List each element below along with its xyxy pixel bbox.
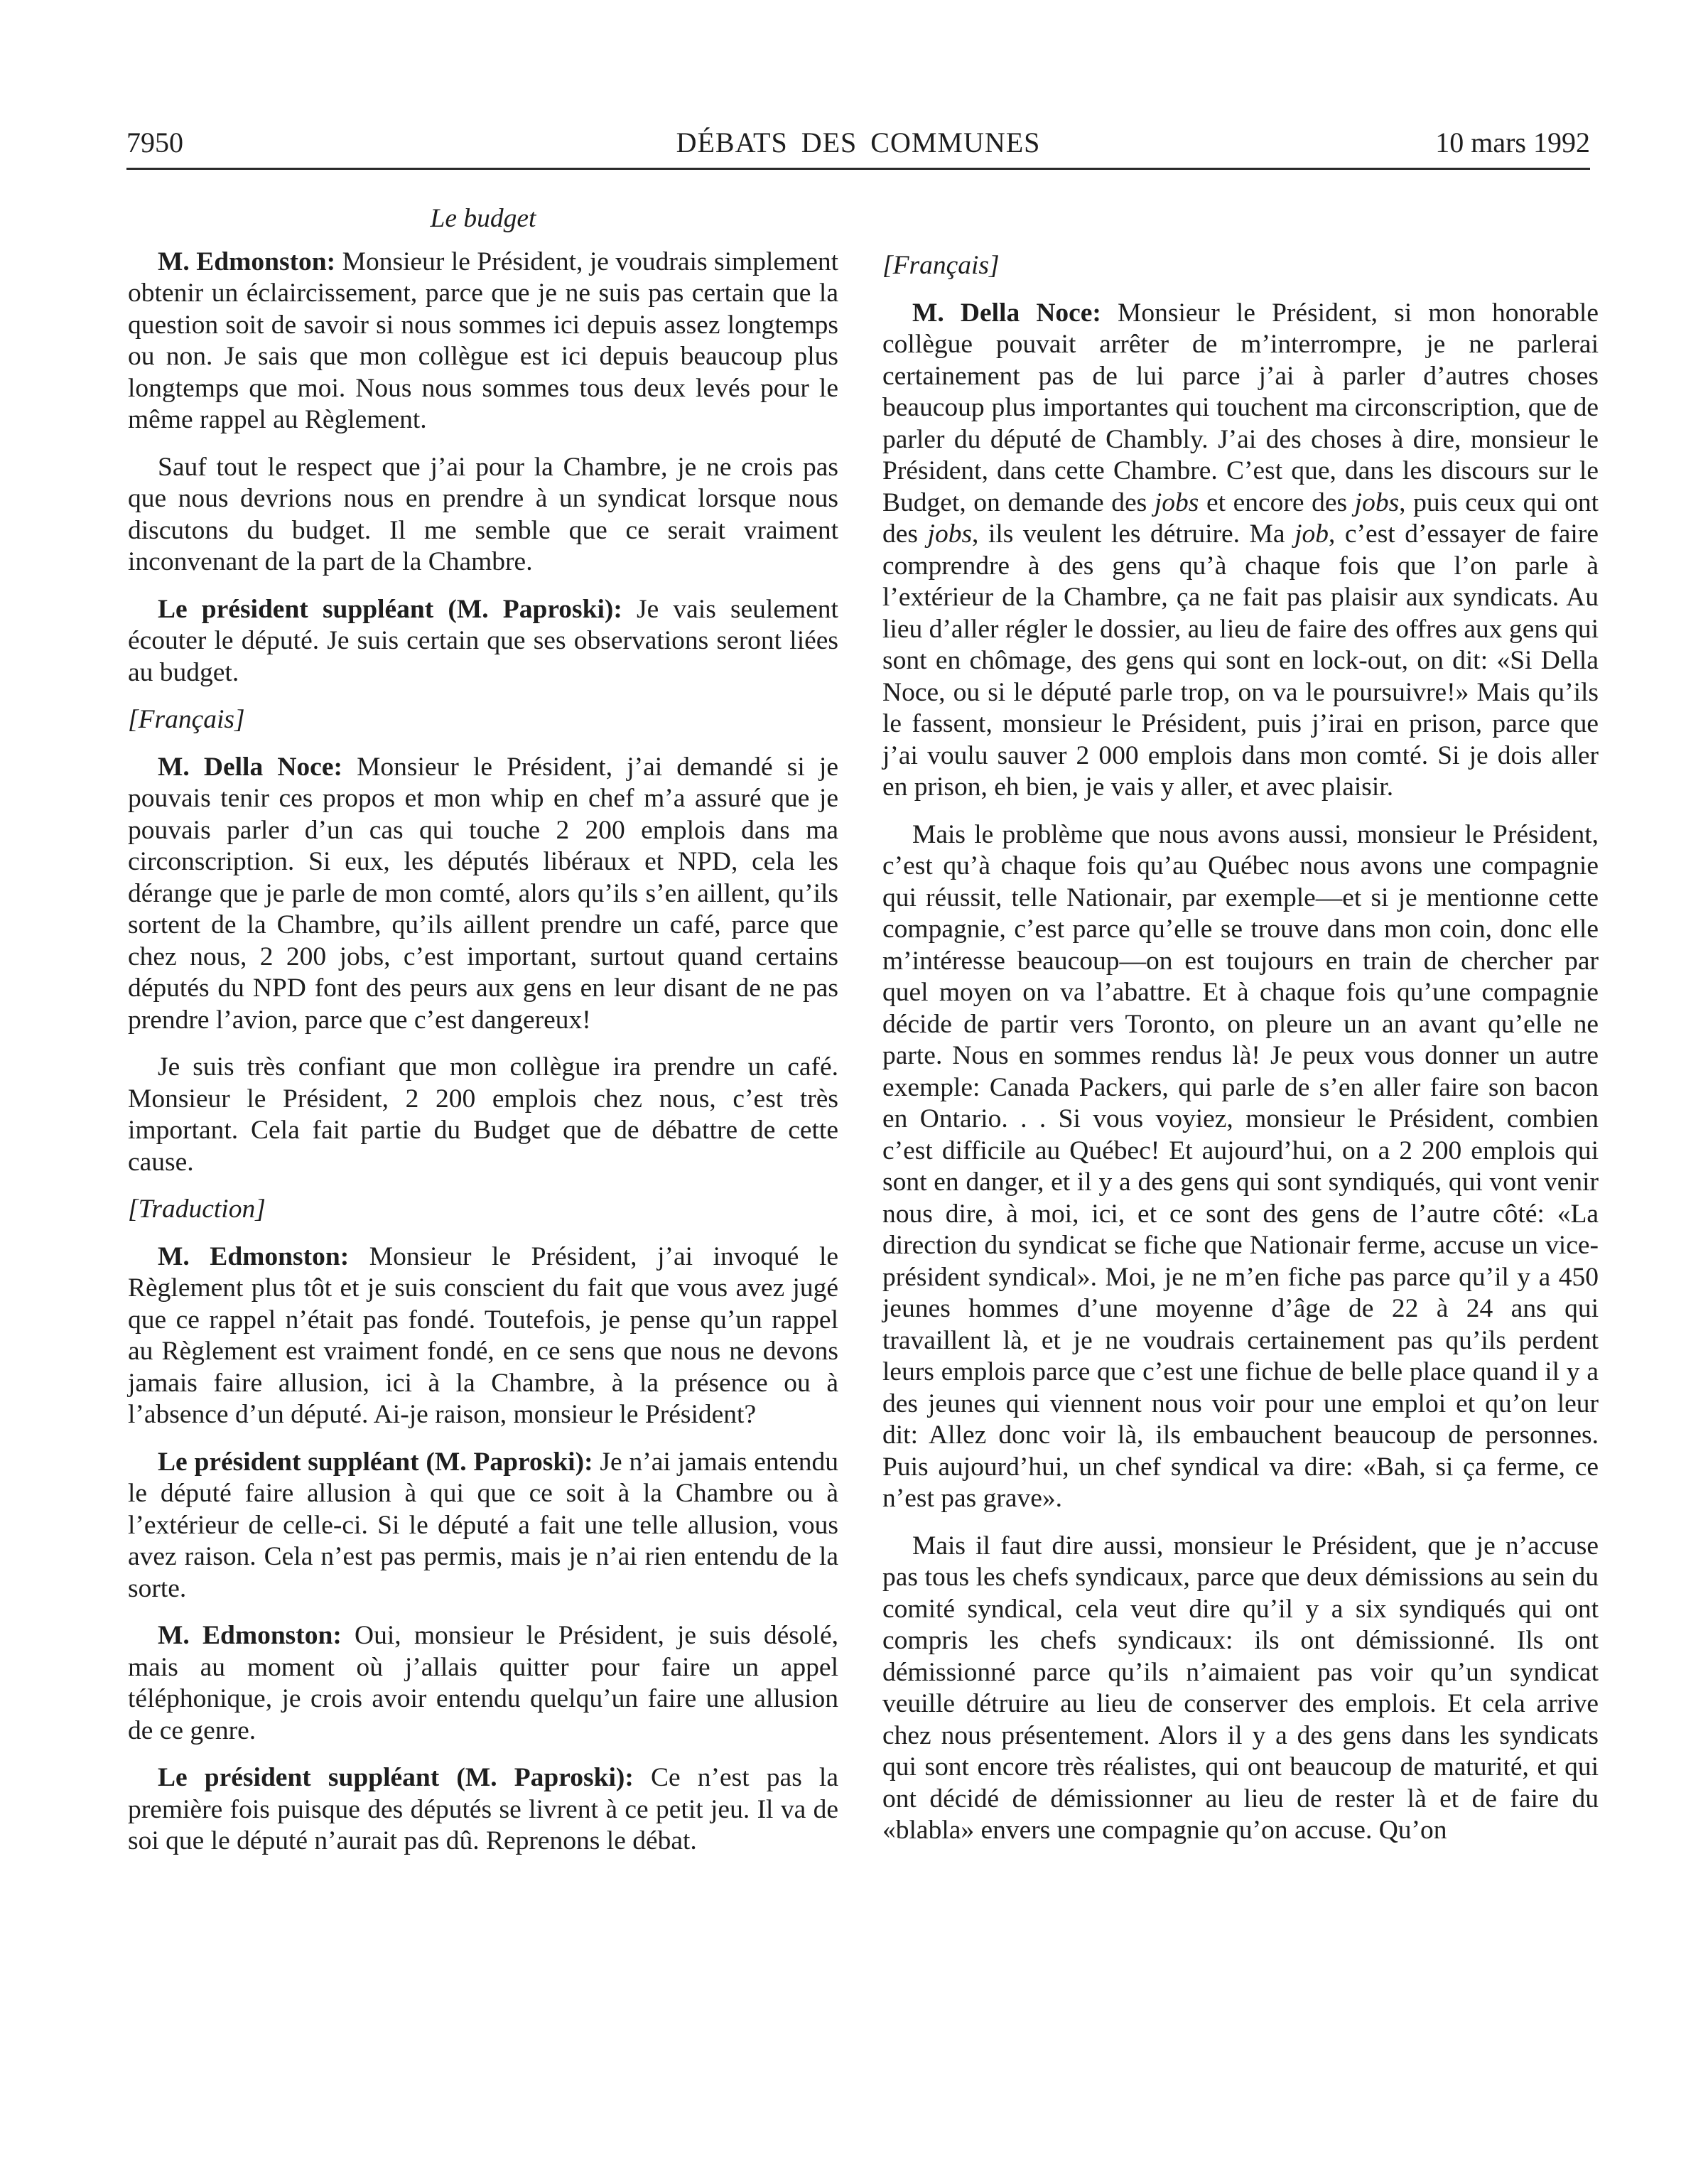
header-rule (126, 168, 1590, 170)
speech-text: Je vais seulement écouter le député. Je suis certain que ses observations seront liées au budget. (128, 594, 838, 687)
speech-text: Ce n’est pas la première fois puisque des députés se livrent à ce petit jeu. Il va de soi que le député n’aurait pas dû. Reprenons le débat. (128, 1763, 838, 1855)
right-column (882, 250, 1599, 1863)
paragraph: Mais il faut dire aussi, monsieur le Président, que je n’accuse pas tous les chefs syndicaux, parce que deux démissions au sein du comité syndical, cela veut dire qu’il y a six syndiqués qui ont compris les chefs syndicaux: ils ont démissionné. Ils ont démissionné parce qu’ils n’aimaient pas voir qu’un syndicat veuille détruire au lieu de conserver des emplois. Et cela arrive chez nous présentement. Alors il y a des gens dans les syndicats qui sont encore très réalistes, qui ont beaucoup de maturité, et qui ont décidé de démissionner au lieu de rester là et de faire du «blabla» envers une compagnie qu’on accuse. Qu’on (882, 1531, 1599, 1845)
speaker-name: Le président suppléant (M. Paproski): (158, 594, 622, 624)
speaker-name: M. Edmonston: (158, 1621, 342, 1650)
speech-text: Oui, monsieur le Président, je suis désolé, mais au moment où j’allais quitter pour faire un appel téléphonique, je crois avoir entendu quelqu’un faire une allusion de ce genre. (128, 1621, 838, 1745)
paragraph (128, 1447, 838, 1605)
speaker-name: M. Edmonston: (158, 1241, 350, 1271)
italic-word: jobs (927, 519, 973, 549)
speech-text: Monsieur le Président, si mon honorable collègue pouvait arrêter de m’interrompre, je ne parlerai certainement pas de lui parce j’ai à parler d’autres choses beaucoup plus importantes qui touchent ma circonscription, que de parler du député de Chambly. J’ai des choses à dire, monsieur le Président, dans cette Chambre. C’est que, dans les discours sur le Budget, on demande des (882, 298, 1599, 517)
publication-date: 10 mars 1992 (1435, 126, 1590, 158)
italic-word: jobs (1354, 487, 1400, 517)
speech-text: et encore des (1199, 487, 1355, 517)
speaker-name: M. Edmonston: (158, 247, 336, 276)
speaker-name: M. Della Noce: (158, 752, 342, 782)
speaker-name: M. Della Noce: (912, 298, 1101, 328)
paragraph (128, 1620, 838, 1747)
language-marker: [Français] (128, 705, 245, 734)
language-marker: [Traduction] (128, 1195, 266, 1224)
paragraph (128, 247, 838, 436)
speech-text: , puis ceux qui ont des (882, 487, 1599, 549)
speaker-name: Le président suppléant (M. Paproski): (158, 1763, 634, 1792)
page-header (126, 121, 1590, 165)
left-column (128, 203, 838, 1873)
paragraph (128, 1241, 838, 1431)
section-heading: Le budget (430, 204, 536, 233)
paragraph (128, 1762, 838, 1858)
speech-text: Monsieur le Président, je voudrais simplement obtenir un éclaircissement, parce que je ne suis pas certain que la question soit de savoir si nous sommes ici depuis assez longtemps ou non. Je sais que mon collègue est ici depuis beaucoup plus longtemps que moi. Nous nous sommes tous deux levés pour le même rappel au Règlement. (128, 247, 839, 434)
paragraph: Mais le problème que nous avons aussi, monsieur le Président, c’est qu’à chaque fois qu’au Québec nous avons une compagnie qui réussit, telle Nationair, par exemple—et si je mentionne cette compagnie, c’est parce qu’elle se trouve dans mon coin, donc elle m’intéresse beaucoup—on est toujours en train de chercher par quel moyen on va l’abattre. Et à chaque fois qu’une compagnie décide de partir vers Toronto, on pleure un an avant qu’elle ne parte. Nous en sommes rendus là! Je peux vous donner un autre exemple: Canada Packers, qui parle de s’en aller faire son bacon en Ontario. . . Si vous voyiez, monsieur le Président, combien c’est difficile au Québec! Et aujourd’hui, on a 2 200 emplois qui sont en danger, et il y a des gens qui sont syndiqués, qui vont venir nous dire, à moi, ici, et ce sont des gens de l’autre côté: «La direction du syndicat se fiche que Nationair ferme, accuse un vice-président syndical». Moi, je ne m’en fiche pas parce qu’il y a 450 jeunes hommes d’une moyenne d’âge de 22 à 24 ans qui travaillent là, et je ne voudrais certainement pas qu’ils perdent leurs emplois parce que c’est une fichue de belle place quand il y a des jeunes qui viennent nous voir pour une emploi et qu’on leur dit: Allez donc voir là, ils embauchent beaucoup de personnes. Puis aujourd’hui, un chef syndical va dire: «Bah, si ça ferme, ce n’est pas grave». (882, 819, 1599, 1513)
italic-word: jobs (1154, 487, 1199, 517)
paragraph (128, 752, 838, 1037)
speech-text: Je n’ai jamais entendu le député faire allusion à qui que ce soit à la Chambre ou à l’extérieur de celle-ci. Si le député a fait une telle allusion, vous avez raison. Cela n’est pas permis, mais je n’ai rien entendu de la sorte. (128, 1447, 838, 1603)
language-marker: [Français] (882, 251, 1000, 280)
speech-text: Monsieur le Président, j’ai invoqué le Règlement plus tôt et je suis conscient du fait que vous avez jugé que ce rappel n’était pas fondé. Toutefois, je pense qu’un rappel au Règlement est vraiment fondé, en ce sens que nous ne devons jamais faire allusion, ici à la Chambre, à la présence ou à l’absence d’un député. Ai-je raison, monsieur le Président? (128, 1241, 839, 1429)
publication-title: DÉBATS DES COMMUNES (676, 126, 1041, 158)
speech-text: , c’est d’essayer de faire comprendre à des gens qu’à chaque fois que l’on parle à l’extérieur de la Chambre, ça ne fait pas plaisir aux syndicats. Au lieu d’aller régler le dossier, au lieu de faire des offres aux gens qui sont en chômage, des gens qui sont en lock-out, on dit: «Si Della Noce, ou si le député parle trop, on va le poursuivre!» Mais qu’ils le fassent, monsieur le Président, puis j’irai en prison, parce que j’ai voulu sauver 2 000 emplois dans mon comté. Si je dois aller en prison, eh bien, je vais y aller, et avec plaisir. (882, 519, 1599, 802)
paragraph: Je suis très confiant que mon collègue ira prendre un café. Monsieur le Président, 2 200 emplois chez nous, c’est très important. Cela fait partie du Budget que de débattre de cette cause. (128, 1052, 838, 1177)
paragraph: Sauf tout le respect que j’ai pour la Chambre, je ne crois pas que nous devrions nous en prendre à un syndicat lorsque nous discutons du budget. Il me semble que ce serait vraiment inconvenant de la part de la Chambre. (128, 452, 838, 576)
paragraph (882, 298, 1599, 804)
speaker-name: Le président suppléant (M. Paproski): (158, 1447, 593, 1477)
paragraph (128, 594, 838, 689)
italic-word: job (1294, 519, 1329, 549)
speech-text: Monsieur le Président, j’ai demandé si je pouvais tenir ces propos et mon whip en chef m’a assuré que je pouvais parler d’un cas qui touche 2 200 emplois dans ma circonscription. Si eux, les députés libéraux et NPD, cela les dérange que je parle de mon comté, alors qu’ils s’en aillent, qu’ils sortent de la Chambre, qu’ils aillent prendre un café, parce que chez nous, 2 200 jobs, c’est important, surtout quand certains députés du NPD font des peurs aux gens en leur disant de ne pas prendre l’avion, parce que c’est dangereux! (128, 752, 838, 1035)
page-number: 7950 (126, 126, 183, 158)
speech-text: , ils veulent les détruire. Ma (972, 519, 1295, 549)
